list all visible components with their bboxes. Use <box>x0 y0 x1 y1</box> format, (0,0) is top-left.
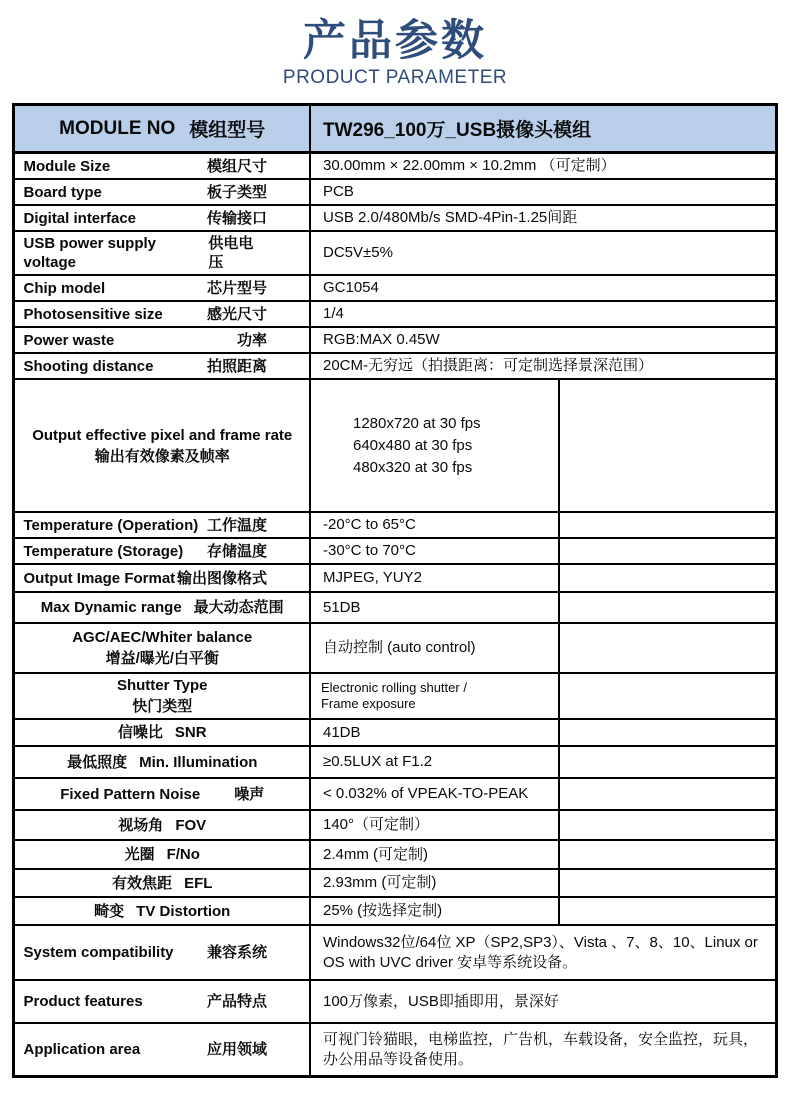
empty-cell <box>559 623 776 673</box>
spec-label <box>14 673 310 719</box>
table-row <box>14 353 776 379</box>
spec-table <box>12 103 777 1078</box>
spec-label-en: Chip model <box>23 279 106 297</box>
table-row <box>14 623 776 673</box>
spec-label-zh: 快门类型 <box>132 698 193 716</box>
table-row <box>14 538 776 564</box>
spec-label <box>14 231 310 275</box>
table-row <box>14 673 776 719</box>
spec-label-zh: 应用领域 <box>206 1041 267 1059</box>
spec-value: Windows32位/64位 XP（SP2,SP3）、Vista 、7、8、10、Linux or OS with UVC driver 安卓等系统设备。 <box>310 925 776 980</box>
spec-label-zh: 工作温度 <box>206 516 267 534</box>
spec-value: 自动控制 (auto control) <box>310 623 559 673</box>
spec-label-en: Max Dynamic range <box>40 599 182 617</box>
spec-label-en: Digital interface <box>23 209 137 227</box>
spec-value: -20°C to 65°C <box>310 512 559 538</box>
table-row <box>14 592 776 623</box>
spec-label-zh: 感光尺寸 <box>206 305 267 323</box>
table-row <box>14 231 776 275</box>
spec-label <box>14 327 310 353</box>
spec-label <box>14 840 310 869</box>
spec-label <box>14 810 310 840</box>
spec-label-en: FOV <box>175 816 207 834</box>
spec-label <box>14 512 310 538</box>
spec-label <box>14 925 310 980</box>
table-row <box>14 1023 776 1076</box>
empty-cell <box>559 538 776 564</box>
table-row <box>14 179 776 205</box>
spec-label-zh: 输出有效像素及帧率 <box>94 447 230 465</box>
empty-cell <box>559 379 776 512</box>
spec-label-en: SNR <box>174 724 207 742</box>
spec-label-zh: 兼容系统 <box>206 944 267 962</box>
spec-label-zh: 功率 <box>236 331 267 349</box>
spec-label <box>14 1023 310 1076</box>
table-row <box>14 205 776 231</box>
empty-cell <box>559 810 776 840</box>
table-row <box>14 327 776 353</box>
empty-cell <box>559 778 776 810</box>
spec-label-en: Output effective pixel and frame rate <box>32 426 293 444</box>
spec-label-en: F/No <box>166 846 200 864</box>
spec-value-line: Electronic rolling shutter / <box>320 680 467 696</box>
spec-label-en: System compatibility <box>23 944 174 962</box>
spec-label <box>14 379 310 512</box>
spec-value-line: 640x480 at 30 fps <box>352 436 473 454</box>
empty-cell <box>559 840 776 869</box>
spec-label-en: Power waste <box>23 331 115 349</box>
spec-value: MJPEG, YUY2 <box>310 564 559 592</box>
spec-label-en: EFL <box>184 874 213 892</box>
empty-cell <box>559 564 776 592</box>
spec-label-en: Temperature (Operation) <box>23 516 199 534</box>
table-row <box>14 925 776 980</box>
spec-label-en: Product features <box>23 993 143 1011</box>
spec-label-zh: 输出图像格式 <box>176 569 267 587</box>
spec-value: ≥0.5LUX at F1.2 <box>310 746 559 778</box>
spec-value: 41DB <box>310 719 559 746</box>
spec-label-zh: 模组尺寸 <box>206 157 267 175</box>
spec-label-zh: 最大动态范围 <box>193 599 284 617</box>
spec-label <box>14 301 310 327</box>
spec-label-zh: 信噪比 <box>117 724 163 742</box>
title-block <box>0 0 790 89</box>
spec-label-zh: 增益/曝光/白平衡 <box>105 650 219 668</box>
table-row <box>14 869 776 897</box>
header-label-en: MODULE NO <box>59 117 176 139</box>
spec-value: 1/4 <box>310 301 776 327</box>
empty-cell <box>559 897 776 925</box>
table-row <box>14 778 776 810</box>
spec-label-en: Module Size <box>23 157 111 175</box>
spec-label-en: Shutter Type <box>116 677 208 695</box>
spec-value: 30.00mm × 22.00mm × 10.2mm （可定制） <box>310 153 776 180</box>
spec-value: 51DB <box>310 592 559 623</box>
spec-value: 可视门铃猫眼，电梯监控，广告机，车载设备，安全监控，玩具，办公用品等设备使用。 <box>310 1023 776 1076</box>
spec-value-line: 480x320 at 30 fps <box>352 458 473 476</box>
table-row <box>14 897 776 925</box>
spec-table-header <box>14 105 776 153</box>
spec-value: DC5V±5% <box>310 231 776 275</box>
spec-value: 2.93mm (可定制) <box>310 869 559 897</box>
table-row <box>14 301 776 327</box>
spec-value: 20CM-无穷远（拍摄距离：可定制选择景深范围） <box>310 353 776 379</box>
spec-label-en: Fixed Pattern Noise <box>60 785 201 803</box>
spec-label-zh: 产品特点 <box>206 993 267 1011</box>
page-subtitle: PRODUCT PARAMETER <box>282 67 508 89</box>
table-row <box>14 153 776 180</box>
spec-label <box>14 179 310 205</box>
spec-value: PCB <box>310 179 776 205</box>
table-row <box>14 379 776 512</box>
spec-value: < 0.032% of VPEAK-TO-PEAK <box>310 778 559 810</box>
spec-label-en: TV Distortion <box>136 902 231 920</box>
spec-label <box>14 897 310 925</box>
spec-label-en: Photosensitive size <box>23 305 163 323</box>
table-row <box>14 980 776 1023</box>
spec-value-line: 1280x720 at 30 fps <box>352 414 481 432</box>
spec-label-zh: 芯片型号 <box>206 279 267 297</box>
empty-cell <box>559 719 776 746</box>
spec-label-en: AGC/AEC/Whiter balance <box>72 629 253 647</box>
spec-value: USB 2.0/480Mb/s SMD-4Pin-1.25间距 <box>310 205 776 231</box>
spec-label <box>14 353 310 379</box>
spec-label <box>14 980 310 1023</box>
spec-value: 100万像素，USB即插即用，景深好 <box>310 980 776 1023</box>
spec-label <box>14 538 310 564</box>
header-label-zh: 模组型号 <box>189 120 266 142</box>
spec-label-en: Min. Illumination <box>139 753 258 771</box>
spec-label <box>14 869 310 897</box>
spec-value: RGB:MAX 0.45W <box>310 327 776 353</box>
spec-label-zh: 供电电压 <box>208 235 254 272</box>
header-value-cell <box>310 105 776 153</box>
spec-label <box>14 719 310 746</box>
spec-label-en: Output Image Format <box>23 569 176 587</box>
empty-cell <box>559 592 776 623</box>
spec-label <box>14 623 310 673</box>
table-row <box>14 512 776 538</box>
spec-value: 140°（可定制） <box>310 810 559 840</box>
page-title: 产品参数 <box>303 17 487 65</box>
spec-label <box>14 205 310 231</box>
table-row <box>14 564 776 592</box>
module-number: TW296_100万_USB摄像头模组 <box>322 120 592 142</box>
spec-table-body <box>14 153 776 1077</box>
spec-label-zh: 有效焦距 <box>112 874 173 892</box>
spec-label-zh: 存储温度 <box>206 542 267 560</box>
table-row <box>14 810 776 840</box>
spec-label-zh: 视场角 <box>118 816 164 834</box>
spec-label <box>14 746 310 778</box>
empty-cell <box>559 746 776 778</box>
spec-label-zh: 光圈 <box>124 846 155 864</box>
spec-label-en: Shooting distance <box>23 357 154 375</box>
spec-label-zh: 板子类型 <box>206 183 267 201</box>
spec-label-zh: 最低照度 <box>67 753 128 771</box>
spec-label-en: Board type <box>23 183 102 201</box>
spec-label <box>14 592 310 623</box>
spec-label-zh: 噪声 <box>234 785 265 803</box>
empty-cell <box>559 673 776 719</box>
spec-value: 2.4mm (可定制) <box>310 840 559 869</box>
spec-label-zh: 拍照距离 <box>206 357 267 375</box>
spec-value: 25% (按选择定制) <box>310 897 559 925</box>
spec-label-en: USB power supply voltage <box>23 235 157 272</box>
header-row <box>14 105 776 153</box>
spec-value <box>310 673 559 719</box>
table-row <box>14 746 776 778</box>
spec-label-en: Application area <box>23 1041 141 1059</box>
table-row <box>14 840 776 869</box>
spec-label <box>14 564 310 592</box>
spec-label-zh: 传输接口 <box>206 209 267 227</box>
spec-value: GC1054 <box>310 275 776 301</box>
empty-cell <box>559 512 776 538</box>
spec-value-line: Frame exposure <box>320 696 416 712</box>
header-label-cell <box>14 105 310 153</box>
empty-cell <box>559 869 776 897</box>
table-row <box>14 275 776 301</box>
spec-label <box>14 778 310 810</box>
spec-label <box>14 275 310 301</box>
table-row <box>14 719 776 746</box>
spec-value <box>310 379 559 512</box>
spec-value: -30°C to 70°C <box>310 538 559 564</box>
spec-label-zh: 畸变 <box>94 902 125 920</box>
spec-label <box>14 153 310 180</box>
spec-label-en: Temperature (Storage) <box>23 542 184 560</box>
